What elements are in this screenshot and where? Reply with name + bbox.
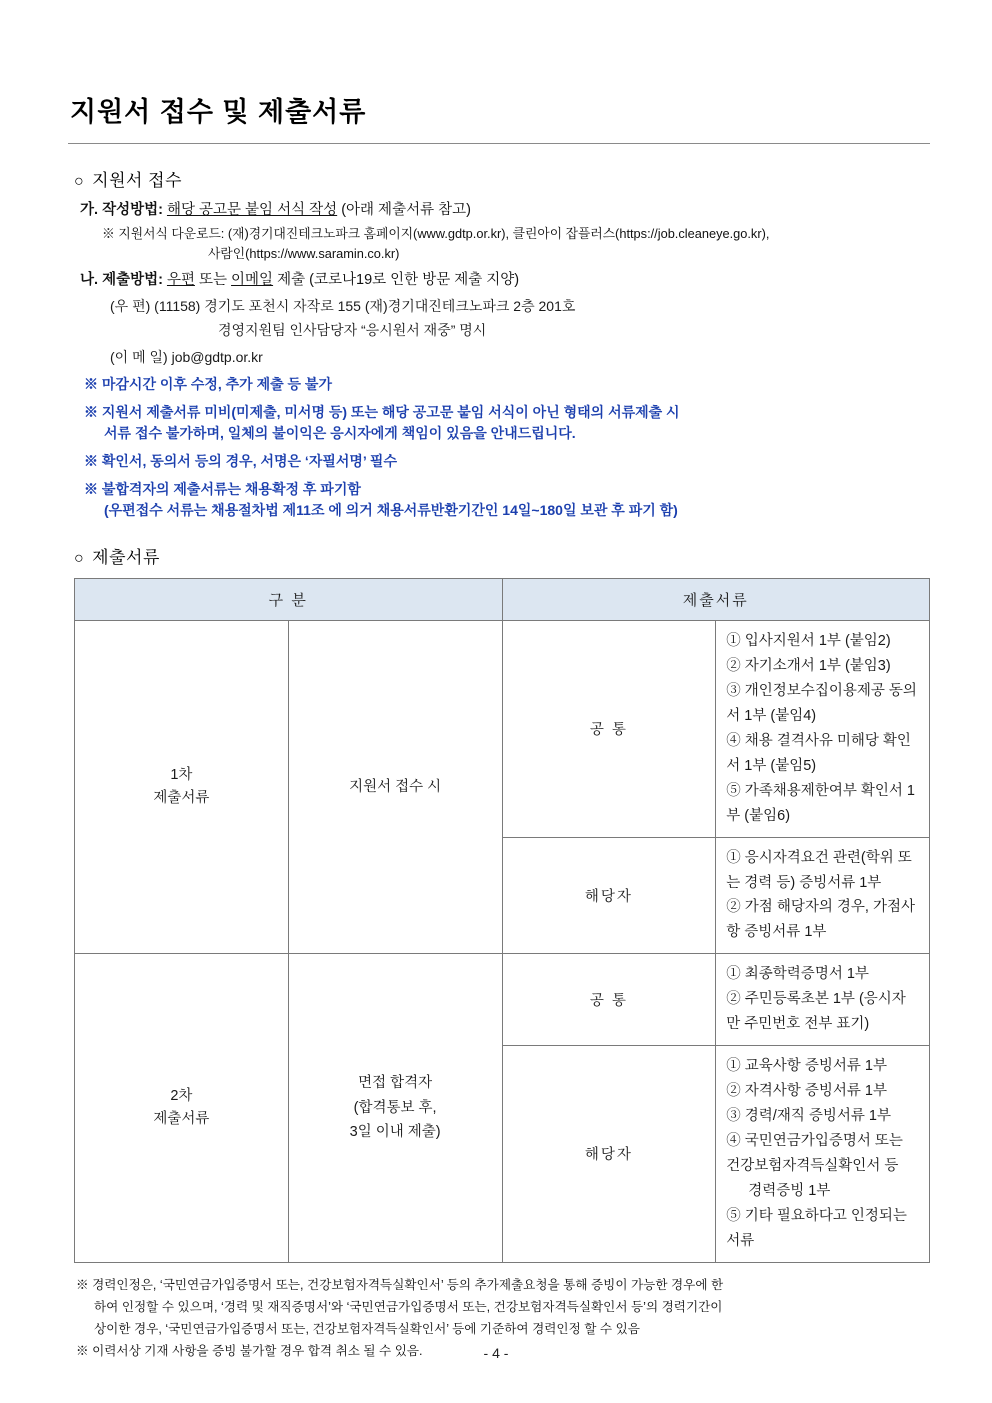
cell-category-2 — [75, 954, 289, 1262]
when-2-line2: (합격통보 후, — [353, 1099, 437, 1116]
apply-method-link[interactable]: 해당 공고문 붙임 서식 작성 — [166, 202, 338, 218]
table-row — [75, 621, 930, 838]
table-header-row — [75, 579, 930, 621]
list-item: ② 자격사항 증빙서류 1부 — [726, 1083, 887, 1100]
cell-who-2-applicable: 해당자 — [502, 1046, 716, 1263]
email-address-label: (이 메 일) — [110, 349, 168, 366]
documents-table — [74, 578, 930, 1263]
notice-2 — [84, 402, 930, 444]
apply-method-rest: (아래 제출서류 참고) — [341, 202, 471, 218]
cell-when-1: 지원서 접수 시 — [288, 621, 502, 954]
list-item: ① 입사지원서 1부 (붙임2) — [726, 633, 891, 650]
notice-3: ※ 확인서, 동의서 등의 경우, 서명은 ‘자필서명’ 필수 — [84, 453, 397, 470]
list-item: ③ 경력/재직 증빙서류 1부 — [726, 1108, 891, 1125]
submit-method-link-email[interactable]: 이메일 — [231, 271, 274, 288]
page-title: 지원서 접수 및 제출서류 — [68, 90, 930, 144]
list-item-continued: 경력증빙 1부 — [748, 1182, 831, 1199]
page-number: - 4 - — [483, 1345, 509, 1361]
cell-who-1-common: 공 통 — [502, 621, 716, 838]
submit-method-link-mail[interactable]: 우편 — [166, 271, 195, 288]
notice-4 — [84, 479, 930, 521]
apply-method-label: 가. 작성방법: — [80, 202, 163, 218]
email-address-line — [110, 347, 930, 367]
notice-2-line2: 서류 접수 불가하며, 일체의 불이익은 응시자에게 책임이 있음을 안내드립니다. — [104, 425, 576, 442]
list-item: ④ 채용 결격사유 미해당 확인서 1부 (붙임5) — [726, 732, 911, 774]
table-header-documents: 제출서류 — [502, 579, 930, 621]
list-item: ③ 개인정보수집이용제공 동의서 1부 (붙임4) — [726, 682, 917, 724]
footnote-1-line1: ※ 경력인정은, ‘국민연금가입증명서 또는, 건강보험자격득실확인서’ 등의 추가제출요청을 통해 증빙이 가능한 경우에 한 — [76, 1277, 724, 1292]
cell-items-1-common — [716, 621, 930, 838]
section-heading-documents-label: 제출서류 — [92, 548, 160, 568]
notice-4-line2: (우편접수 서류는 채용절차법 제11조 에 의거 채용서류반환기간인 14일~180일 보관 후 파기 함) — [104, 502, 678, 519]
cell-items-1-applicable — [716, 837, 930, 954]
list-item: ④ 국민연금가입증명서 또는 건강보험자격득실확인서 등 — [726, 1132, 903, 1174]
category-2-line2: 제출서류 — [153, 1111, 210, 1127]
notice-1: ※ 마감시간 이후 수정, 추가 제출 등 불가 — [84, 376, 332, 393]
list-item: ② 가점 해당자의 경우, 가점사항 증빙서류 1부 — [726, 899, 915, 941]
submit-method-or: 또는 — [199, 271, 228, 288]
postal-address-line — [110, 295, 930, 317]
submit-method-label: 나. 제출방법: — [80, 271, 163, 288]
notice-4-line1: ※ 불합격자의 제출서류는 채용확정 후 파기함 — [84, 481, 361, 498]
table-row — [75, 954, 930, 1046]
section-heading-apply — [74, 166, 930, 191]
footnote-2: ※ 이력서상 기재 사항을 증빙 불가할 경우 합격 취소 될 수 있음. — [76, 1344, 423, 1359]
when-2-line3: 3일 이내 제출) — [349, 1124, 441, 1141]
category-2-line1: 2차 — [170, 1087, 193, 1104]
list-item: ① 교육사항 증빙서류 1부 — [726, 1058, 887, 1075]
cell-who-2-common: 공 통 — [502, 954, 716, 1046]
postal-address-label: (우 편) — [110, 298, 151, 315]
list-item: ⑤ 기타 필요하다고 인정되는 서류 — [726, 1207, 907, 1249]
bullet-circle-icon: ○ — [74, 173, 85, 190]
cell-items-2-common — [716, 954, 930, 1046]
list-item: ② 자기소개서 1부 (붙임3) — [726, 658, 891, 675]
list-item: ② 주민등록초본 1부 (응시자만 주민번호 전부 표기) — [726, 991, 906, 1033]
cell-who-1-applicable: 해당자 — [502, 837, 716, 954]
apply-download-note-line1: ※ 지원서식 다운로드: (재)경기대진테크노파크 홈페이지(www.gdtp.or.kr), 클린아이 잡플러스(https://job.cleaneye.go.kr), — [102, 226, 770, 242]
submit-method-line — [80, 269, 930, 291]
list-item: ① 응시자격요건 관련(학위 또는 경력 등) 증빙서류 1부 — [726, 849, 912, 891]
list-item: ① 최종학력증명서 1부 — [726, 966, 869, 983]
footnote-1-line3: 상이한 경우, ‘국민연금가입증명서 또는, 건강보험자격득실확인서’ 등에 기준하여 경력인정 할 수 있음 — [94, 1321, 640, 1336]
postal-address-line2: 경영지원팀 인사담당자 “응시원서 재중” 명시 — [218, 321, 487, 338]
category-1-line2: 제출서류 — [153, 790, 210, 807]
section-heading-apply-label: 지원서 접수 — [92, 171, 183, 190]
table-header-category: 구 분 — [75, 579, 503, 621]
notice-2-line1: ※ 지원서 제출서류 미비(미제출, 미서명 등) 또는 해당 공고문 붙임 서식이 아닌 형태의 서류제출 시 — [84, 404, 680, 421]
postal-address-text: (11158) 경기도 포천시 자작로 155 (재)경기대진테크노파크 2층 201호 — [154, 298, 576, 315]
cell-category-1 — [75, 621, 289, 954]
list-item: ⑤ 가족채용제한여부 확인서 1부 (붙임6) — [726, 782, 915, 824]
bullet-circle-icon-2: ○ — [74, 550, 85, 568]
cell-items-2-applicable — [716, 1046, 930, 1263]
category-1-line1: 1차 — [170, 767, 193, 784]
email-address-text[interactable]: job@gdtp.or.kr — [171, 349, 263, 366]
when-2-line1: 면접 합격자 — [358, 1075, 433, 1092]
submit-method-rest: 제출 (코로나19로 인한 방문 제출 지양) — [277, 271, 520, 288]
apply-download-note-line2: 사람인(https://www.saramin.co.kr) — [208, 245, 400, 261]
footnote-1-line2: 하여 인정할 수 있으며, ‘경력 및 재직증명서’와 ‘국민연금가입증명서 또는, 건강보험자격득실확인서 등’의 경력기간이 — [94, 1299, 723, 1314]
section-heading-documents — [74, 543, 930, 568]
cell-when-2 — [288, 954, 502, 1262]
apply-method-line — [80, 199, 930, 221]
